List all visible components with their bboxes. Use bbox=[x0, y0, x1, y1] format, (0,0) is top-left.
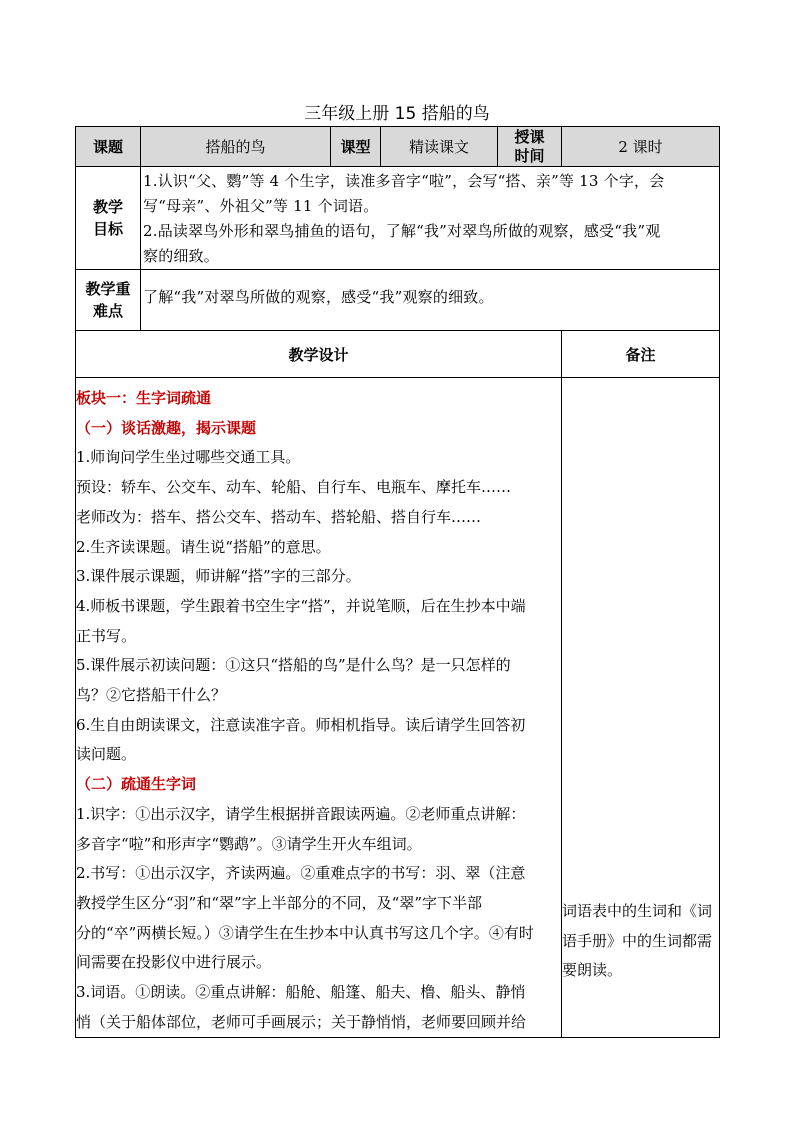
hours-label: 授课时间 bbox=[498, 127, 562, 167]
type-label: 课型 bbox=[331, 127, 381, 167]
design-line: 4.师板书课题，学生跟着书空生字“搭”，并说笔顺，后在生抄本中端 bbox=[76, 596, 526, 615]
hours-value: 2 课时 bbox=[562, 127, 720, 167]
design-line: 多音字“啦”和形声字“鹦鹉”。③请学生开火车组词。 bbox=[76, 834, 422, 853]
header-row bbox=[76, 127, 720, 167]
section-heading: （一）谈话激趣，揭示课题 bbox=[76, 418, 257, 437]
note-line: 词语表中的生词和《词 bbox=[562, 902, 713, 920]
goal-line: 写“母亲”、外祖父”等 11 个词语。 bbox=[143, 197, 379, 215]
design-line: 3.课件展示课题，师讲解“搭”字的三部分。 bbox=[76, 567, 361, 586]
design-line: 2.生齐读课题。请生说“搭船”的意思。 bbox=[76, 537, 331, 556]
note-line: 语手册》中的生词都需 bbox=[562, 931, 713, 950]
design-lines bbox=[76, 384, 561, 1037]
type-value: 精读课文 bbox=[381, 127, 498, 167]
design-line: 老师改为：搭车、搭公交车、搭动车、搭轮船、搭自行车…… bbox=[76, 507, 482, 526]
goals-text bbox=[141, 167, 720, 270]
design-line: 1.识字：①出示汉字，请学生根据拼音跟读两遍。②老师重点讲解： bbox=[76, 804, 526, 823]
notes-header: 备注 bbox=[562, 331, 720, 378]
design-line: 教授学生区分“羽”和“翠”字上半部分的不同，及“翠”字下半部 bbox=[76, 893, 483, 912]
design-line: 分的“卒”两横长短。）③请学生在生抄本中认真书写这几个字。④有时 bbox=[76, 923, 534, 942]
goal-line: 察的细致。 bbox=[143, 247, 220, 265]
design-line: 5.课件展示初读问题：①这只“搭船的鸟”是什么鸟？是一只怎样的 bbox=[76, 656, 511, 675]
key-points-row bbox=[76, 270, 720, 331]
design-line: 正书写。 bbox=[76, 626, 137, 645]
design-header: 教学设计 bbox=[76, 331, 562, 378]
key-points-label: 教学重难点 bbox=[76, 270, 141, 331]
design-line: 鸟？②它搭船干什么？ bbox=[76, 686, 227, 705]
key-points-text: 了解“我”对翠鸟所做的观察，感受“我”观察的细致。 bbox=[141, 270, 720, 331]
design-line: 读问题。 bbox=[76, 745, 137, 764]
topic-value: 搭船的鸟 bbox=[141, 127, 331, 167]
section-heading: （二）疏通生字词 bbox=[76, 775, 197, 794]
design-line: 1.师询问学生坐过哪些交通工具。 bbox=[76, 448, 301, 467]
design-line: 间需要在投影仪中进行展示。 bbox=[76, 953, 272, 972]
section-heading: 板块一：生字词疏通 bbox=[76, 389, 212, 407]
goal-line: 1.认识“父、鹦”等 4 个生字，读准多音字“啦”，会写“搭、亲”等 13 个字，会 bbox=[143, 172, 665, 190]
design-line: 2.书写：①出示汉字，齐读两遍。②重难点字的书写：羽、翠（注意 bbox=[76, 864, 526, 883]
goals-label: 教学目标 bbox=[76, 167, 141, 270]
design-line: 预设：轿车、公交车、动车、轮船、自行车、电瓶车、摩托车…… bbox=[76, 478, 512, 497]
design-line: 3.词语。①朗读。②重点讲解：船舱、船篷、船夫、橹、船头、静悄 bbox=[76, 983, 526, 1002]
document-title: 三年级上册 15 搭船的鸟 bbox=[304, 104, 490, 124]
lesson-plan-table bbox=[75, 126, 720, 1038]
design-content bbox=[76, 378, 562, 1038]
design-header-row bbox=[76, 331, 720, 378]
goal-line: 2.品读翠鸟外形和翠鸟捕鱼的语句，了解“我”对翠鸟所做的观察，感受“我”观 bbox=[143, 222, 661, 240]
note-line: 要朗读。 bbox=[562, 961, 623, 980]
topic-label: 课题 bbox=[76, 127, 141, 167]
notes-content bbox=[562, 378, 720, 1038]
design-line: 悄（关于船体部位，老师可手画展示；关于静悄悄，老师要回顾并给 bbox=[76, 1012, 527, 1031]
design-line: 6.生自由朗读课文，注意读准字音。师相机指导。读后请学生回答初 bbox=[76, 715, 526, 734]
notes-lines bbox=[562, 378, 719, 986]
design-body-row bbox=[76, 378, 720, 1038]
goals-row bbox=[76, 167, 720, 270]
